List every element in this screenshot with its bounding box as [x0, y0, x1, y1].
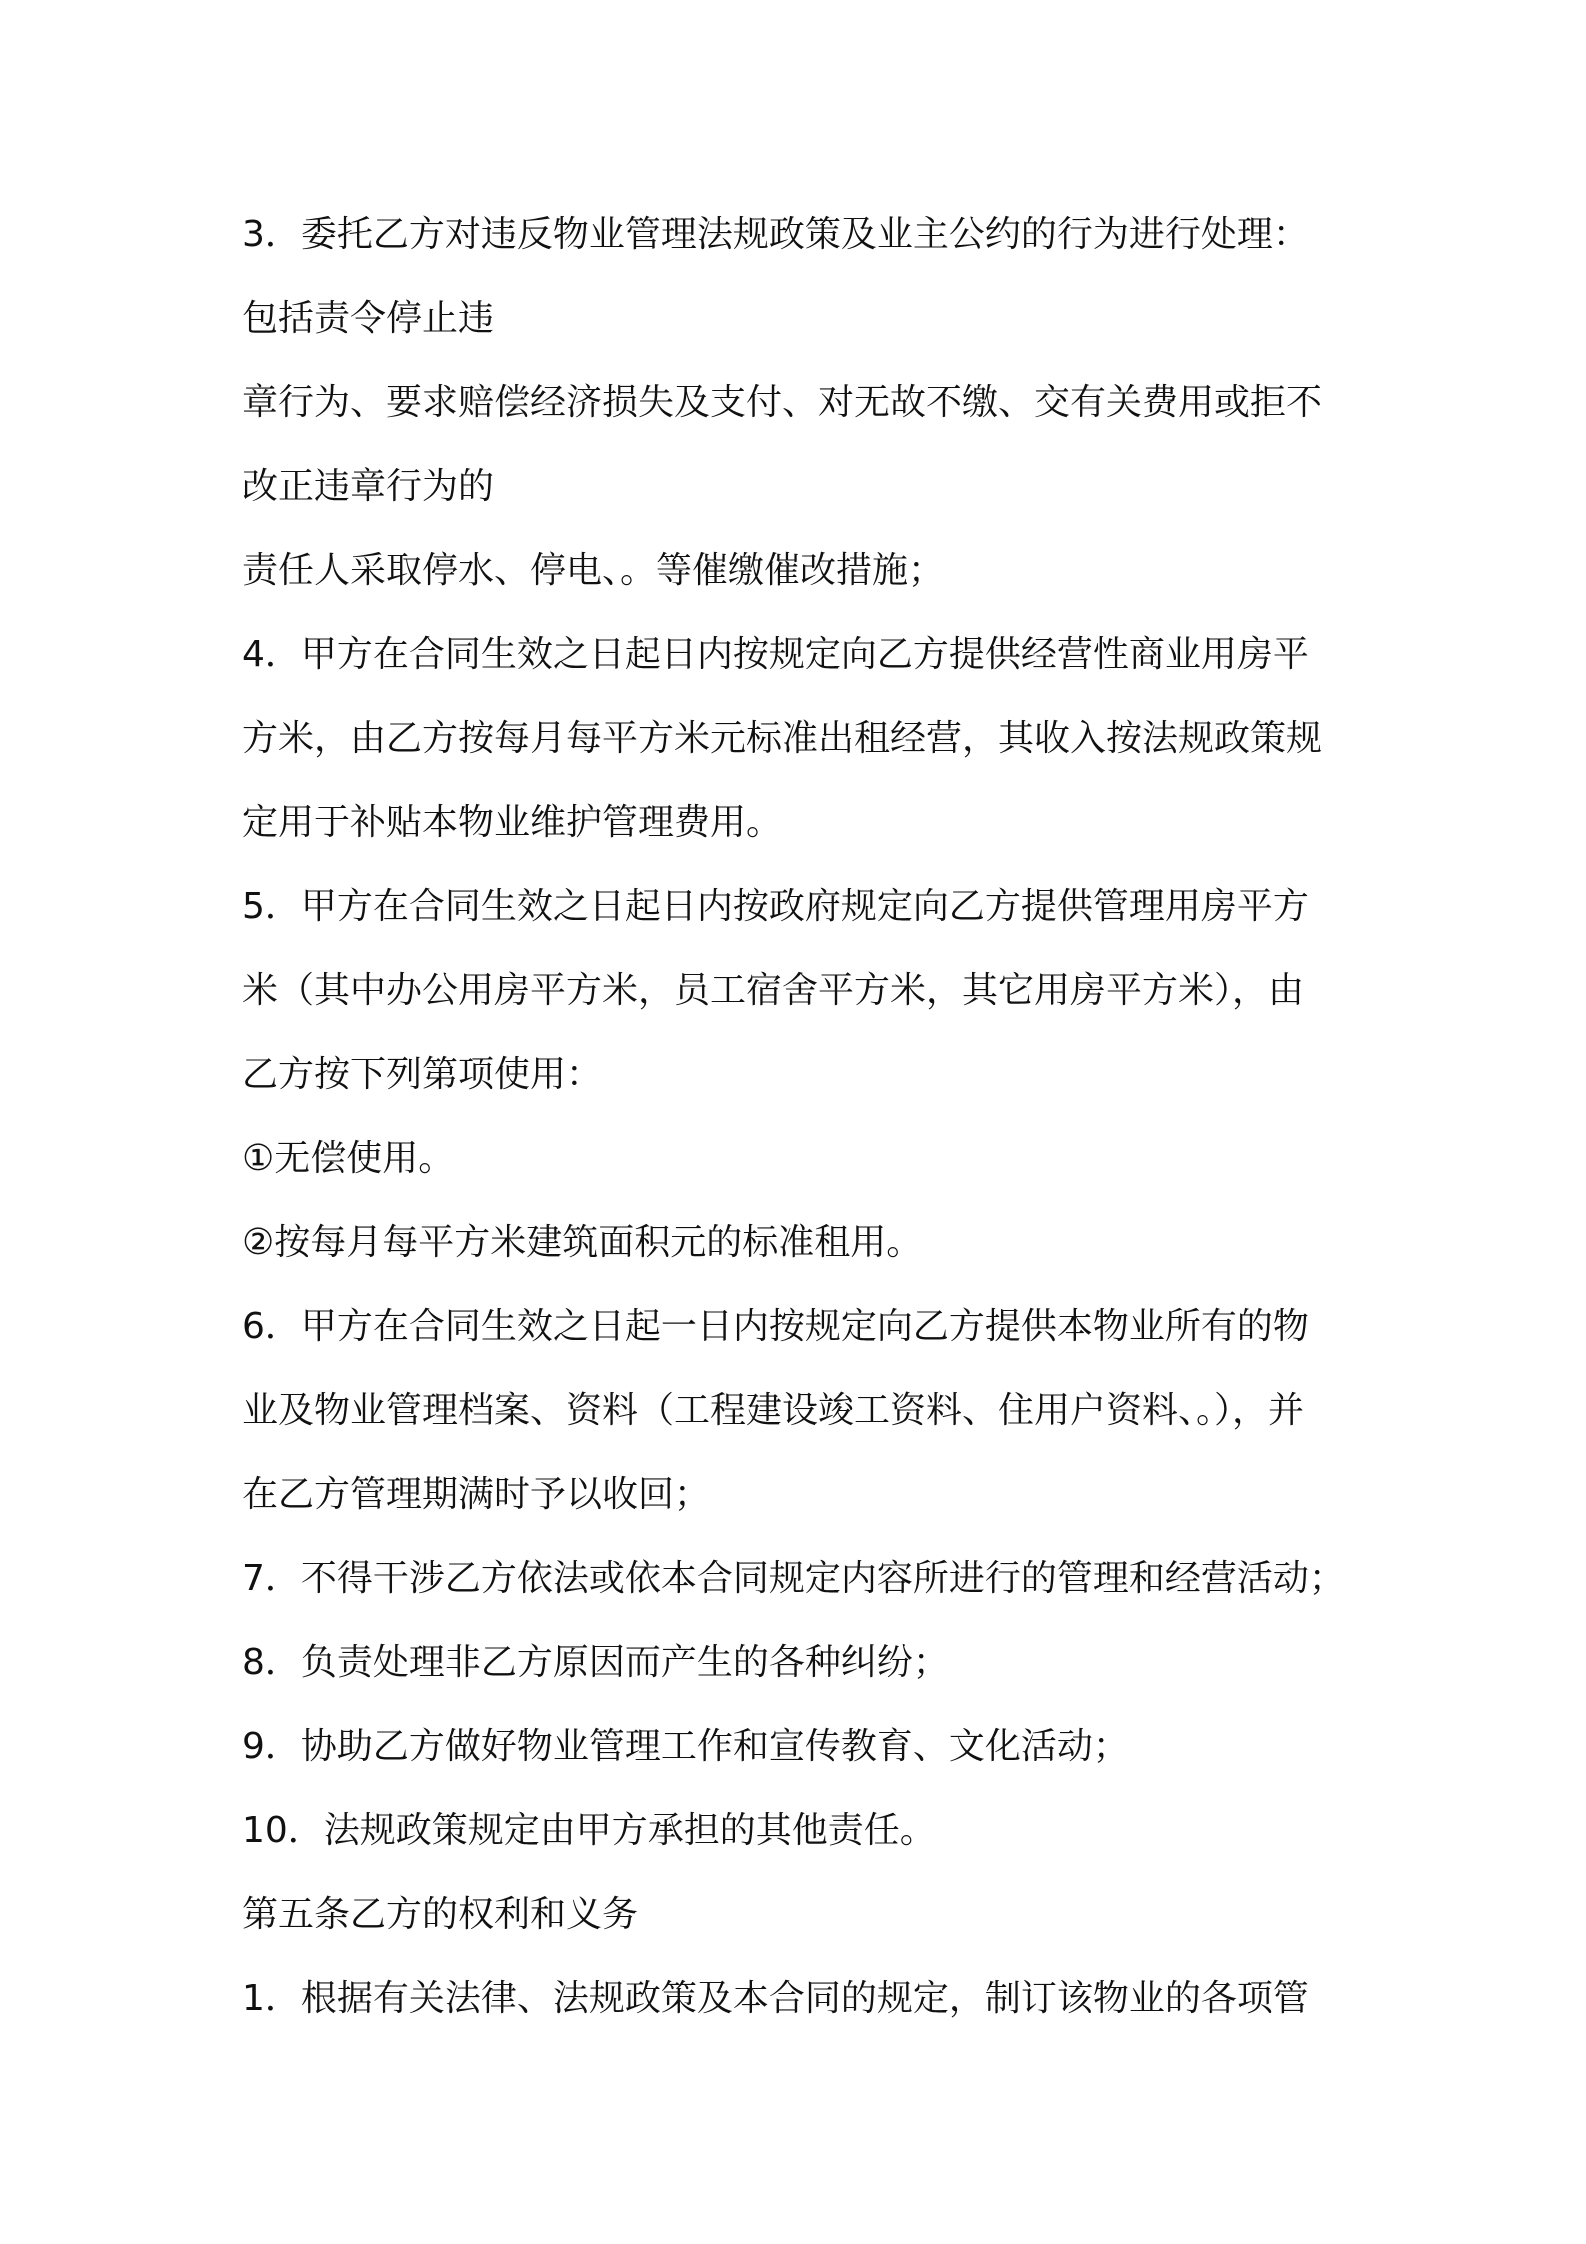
- text-line: 在乙方管理期满时予以收回；: [242, 1474, 711, 1515]
- text-line: 10．法规政策规定由甲方承担的其他责任。: [242, 1810, 936, 1851]
- text-line: 3．委托乙方对违反物业管理法规政策及业主公约的行为进行处理：: [242, 214, 1309, 255]
- text-line: 5．甲方在合同生效之日起日内按政府规定向乙方提供管理用房平方: [242, 886, 1309, 927]
- text-line: 1．根据有关法律、法规政策及本合同的规定，制订该物业的各项管: [242, 1978, 1309, 2019]
- text-line: 章行为、要求赔偿经济损失及支付、对无故不缴、交有关费用或拒不: [242, 382, 1323, 423]
- text-line: 改正违章行为的: [242, 466, 495, 507]
- text-line: 9．协助乙方做好物业管理工作和宣传教育、文化活动；: [242, 1726, 1129, 1767]
- text-line: 责任人采取停水、停电、。等催缴催改措施；: [242, 550, 945, 591]
- text-line: 包括责令停止违: [242, 298, 495, 339]
- contract-text: [242, 193, 1372, 2041]
- text-line: 定用于补贴本物业维护管理费用。: [242, 802, 783, 843]
- text-line: 6．甲方在合同生效之日起一日内按规定向乙方提供本物业所有的物: [242, 1306, 1309, 1347]
- text-line: 7．不得干涉乙方依法或依本合同规定内容所进行的管理和经营活动；: [242, 1558, 1345, 1599]
- text-line: 方米，由乙方按每月每平方米元标准出租经营，其收入按法规政策规: [242, 718, 1323, 759]
- section-heading: 第五条乙方的权利和义务: [242, 1894, 639, 1935]
- text-line: 米（其中办公用房平方米，员工宿舍平方米，其它用房平方米），由: [242, 970, 1305, 1011]
- text-line: 8．负责处理非乙方原因而产生的各种纠纷；: [242, 1642, 949, 1683]
- text-line: 4．甲方在合同生效之日起日内按规定向乙方提供经营性商业用房平: [242, 634, 1309, 675]
- text-line: 乙方按下列第项使用：: [242, 1054, 603, 1095]
- text-line: 业及物业管理档案、资料（工程建设竣工资料、住用户资料、。），并: [242, 1390, 1305, 1431]
- text-line: ①无偿使用。: [242, 1138, 455, 1179]
- text-line: ②按每月每平方米建筑面积元的标准租用。: [242, 1222, 923, 1263]
